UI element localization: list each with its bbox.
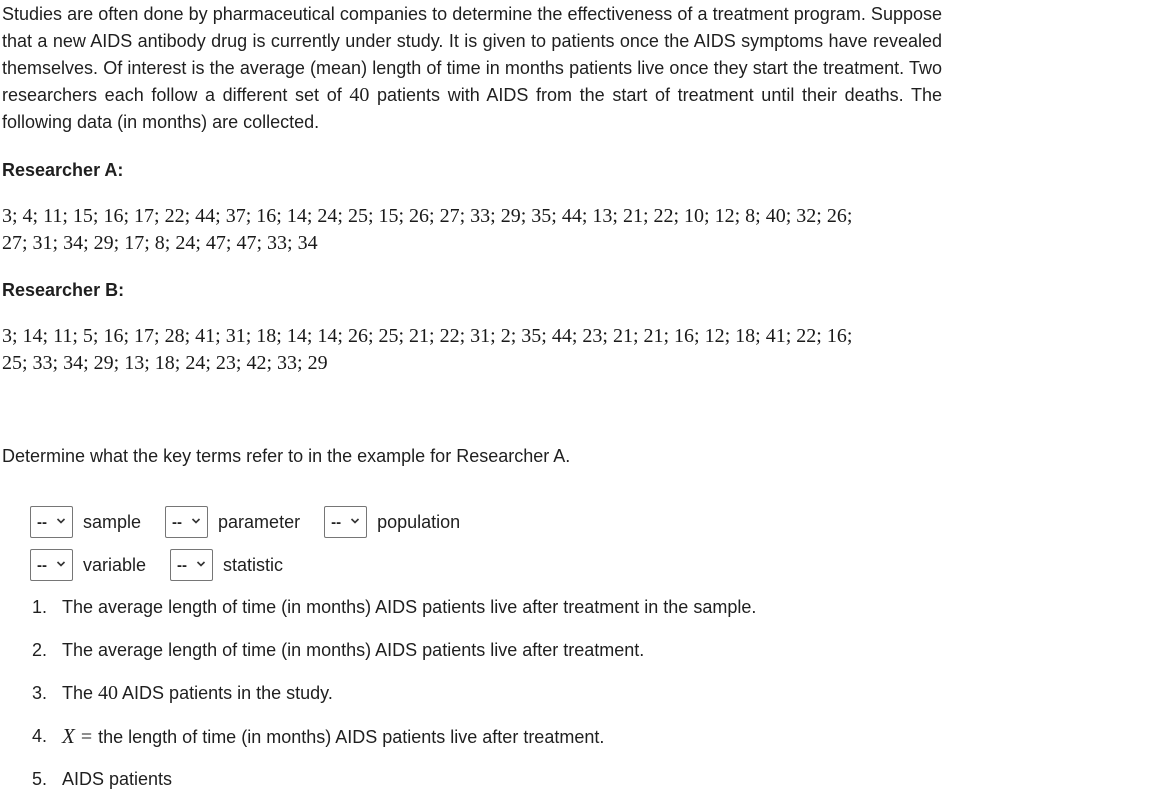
researcher-b-data-line: 3; 14; 11; 5; 16; 17; 28; 41; 31; 18; 14; 14; 26; 25; 21; 22; 31; 2; 35; 44; 23; 21; 21; 16; 12; 18; 41; 22; 16; [2,325,853,347]
question-prompt: Determine what the key terms refer to in the example for Researcher A. [2,446,571,466]
researcher-a-data-line: 3; 4; 11; 15; 16; 17; 22; 44; 37; 16; 14; 24; 25; 15; 26; 27; 33; 29; 35; 44; 13; 21; 22; 10; 12; 8; 40; 32; 26; [2,205,853,227]
select-placeholder: -- [331,513,342,531]
parameter-label: parameter [218,511,301,532]
list-item-number: 2. [32,640,48,660]
key-terms-selectors [30,504,484,590]
sample-select[interactable] [30,506,73,538]
population-select[interactable] [324,506,367,538]
select-placeholder: -- [177,556,188,574]
list-item-text [62,681,333,705]
equals-sign: = [80,726,93,748]
researcher-a-data-line: 27; 31; 34; 29; 17; 8; 24; 47; 47; 33; 34 [2,232,318,254]
researcher-a-data [2,203,942,257]
term-row [30,504,484,540]
chevron-down-icon [191,516,201,526]
list-item [32,638,756,681]
list-item [32,681,756,724]
list-item-number: 4. [32,726,48,746]
term-parameter [165,506,300,538]
list-item-text-before: The [62,683,99,703]
term-statistic [170,549,283,581]
variable-label: variable [83,554,147,575]
chevron-down-icon [56,516,66,526]
term-sample [30,506,141,538]
researcher-b-data-line: 25; 33; 34; 29; 13; 18; 24; 23; 42; 33; 29 [2,352,328,374]
definitions-list [32,595,756,810]
list-item-text: The average length of time (in months) AIDS patients live after treatment in the sample. [62,597,757,617]
list-item-text: The average length of time (in months) AIDS patients live after treatment. [62,640,645,660]
term-variable [30,549,146,581]
researcher-b-data [2,323,942,377]
list-item-text [62,724,604,749]
select-placeholder: -- [37,513,47,531]
term-row [30,547,484,583]
select-placeholder: -- [37,556,47,574]
select-placeholder: -- [172,513,183,531]
list-item-number: 5. [32,769,48,789]
intro-text-after: patients with AIDS from the start of treatment until their deaths. The following data (in months) are collected. [2,85,943,132]
list-item [32,767,756,810]
term-population [324,506,460,538]
intro-text-before: Studies are often done by pharmaceutical companies to determine the effectiveness of a treatment program. Suppose that a new AIDS antibody drug is currently under study. It is given to patients once the AIDS symptoms have revealed themselves. Of interest is the average (mean) length of time in months patients live once they start the treatment. Two researchers each follow a different set of [2,4,942,105]
sample-label: sample [83,511,142,532]
intro-paragraph [2,1,942,136]
list-item-text-after: AIDS patients in the study. [118,683,333,703]
researcher-b-heading: Researcher B: [2,280,125,300]
list-item [32,595,756,638]
problem-content [2,0,942,467]
list-item-number: 3. [32,683,48,703]
list-item [32,724,756,767]
chevron-down-icon [350,516,360,526]
population-label: population [377,511,461,532]
variable-definition: the length of time (in months) AIDS patients live after treatment. [98,727,605,747]
chevron-down-icon [56,559,66,569]
parameter-select[interactable] [165,506,208,538]
list-item-text: AIDS patients [62,769,173,789]
list-item-number: 1. [32,597,48,617]
chevron-down-icon [196,559,206,569]
statistic-label: statistic [223,554,284,575]
statistic-select[interactable] [170,549,213,581]
patient-count: 40 [98,682,119,704]
variable-symbol: X [62,724,75,748]
variable-select[interactable] [30,549,73,581]
patient-count: 40 [349,84,370,106]
researcher-a-heading: Researcher A: [2,160,124,180]
